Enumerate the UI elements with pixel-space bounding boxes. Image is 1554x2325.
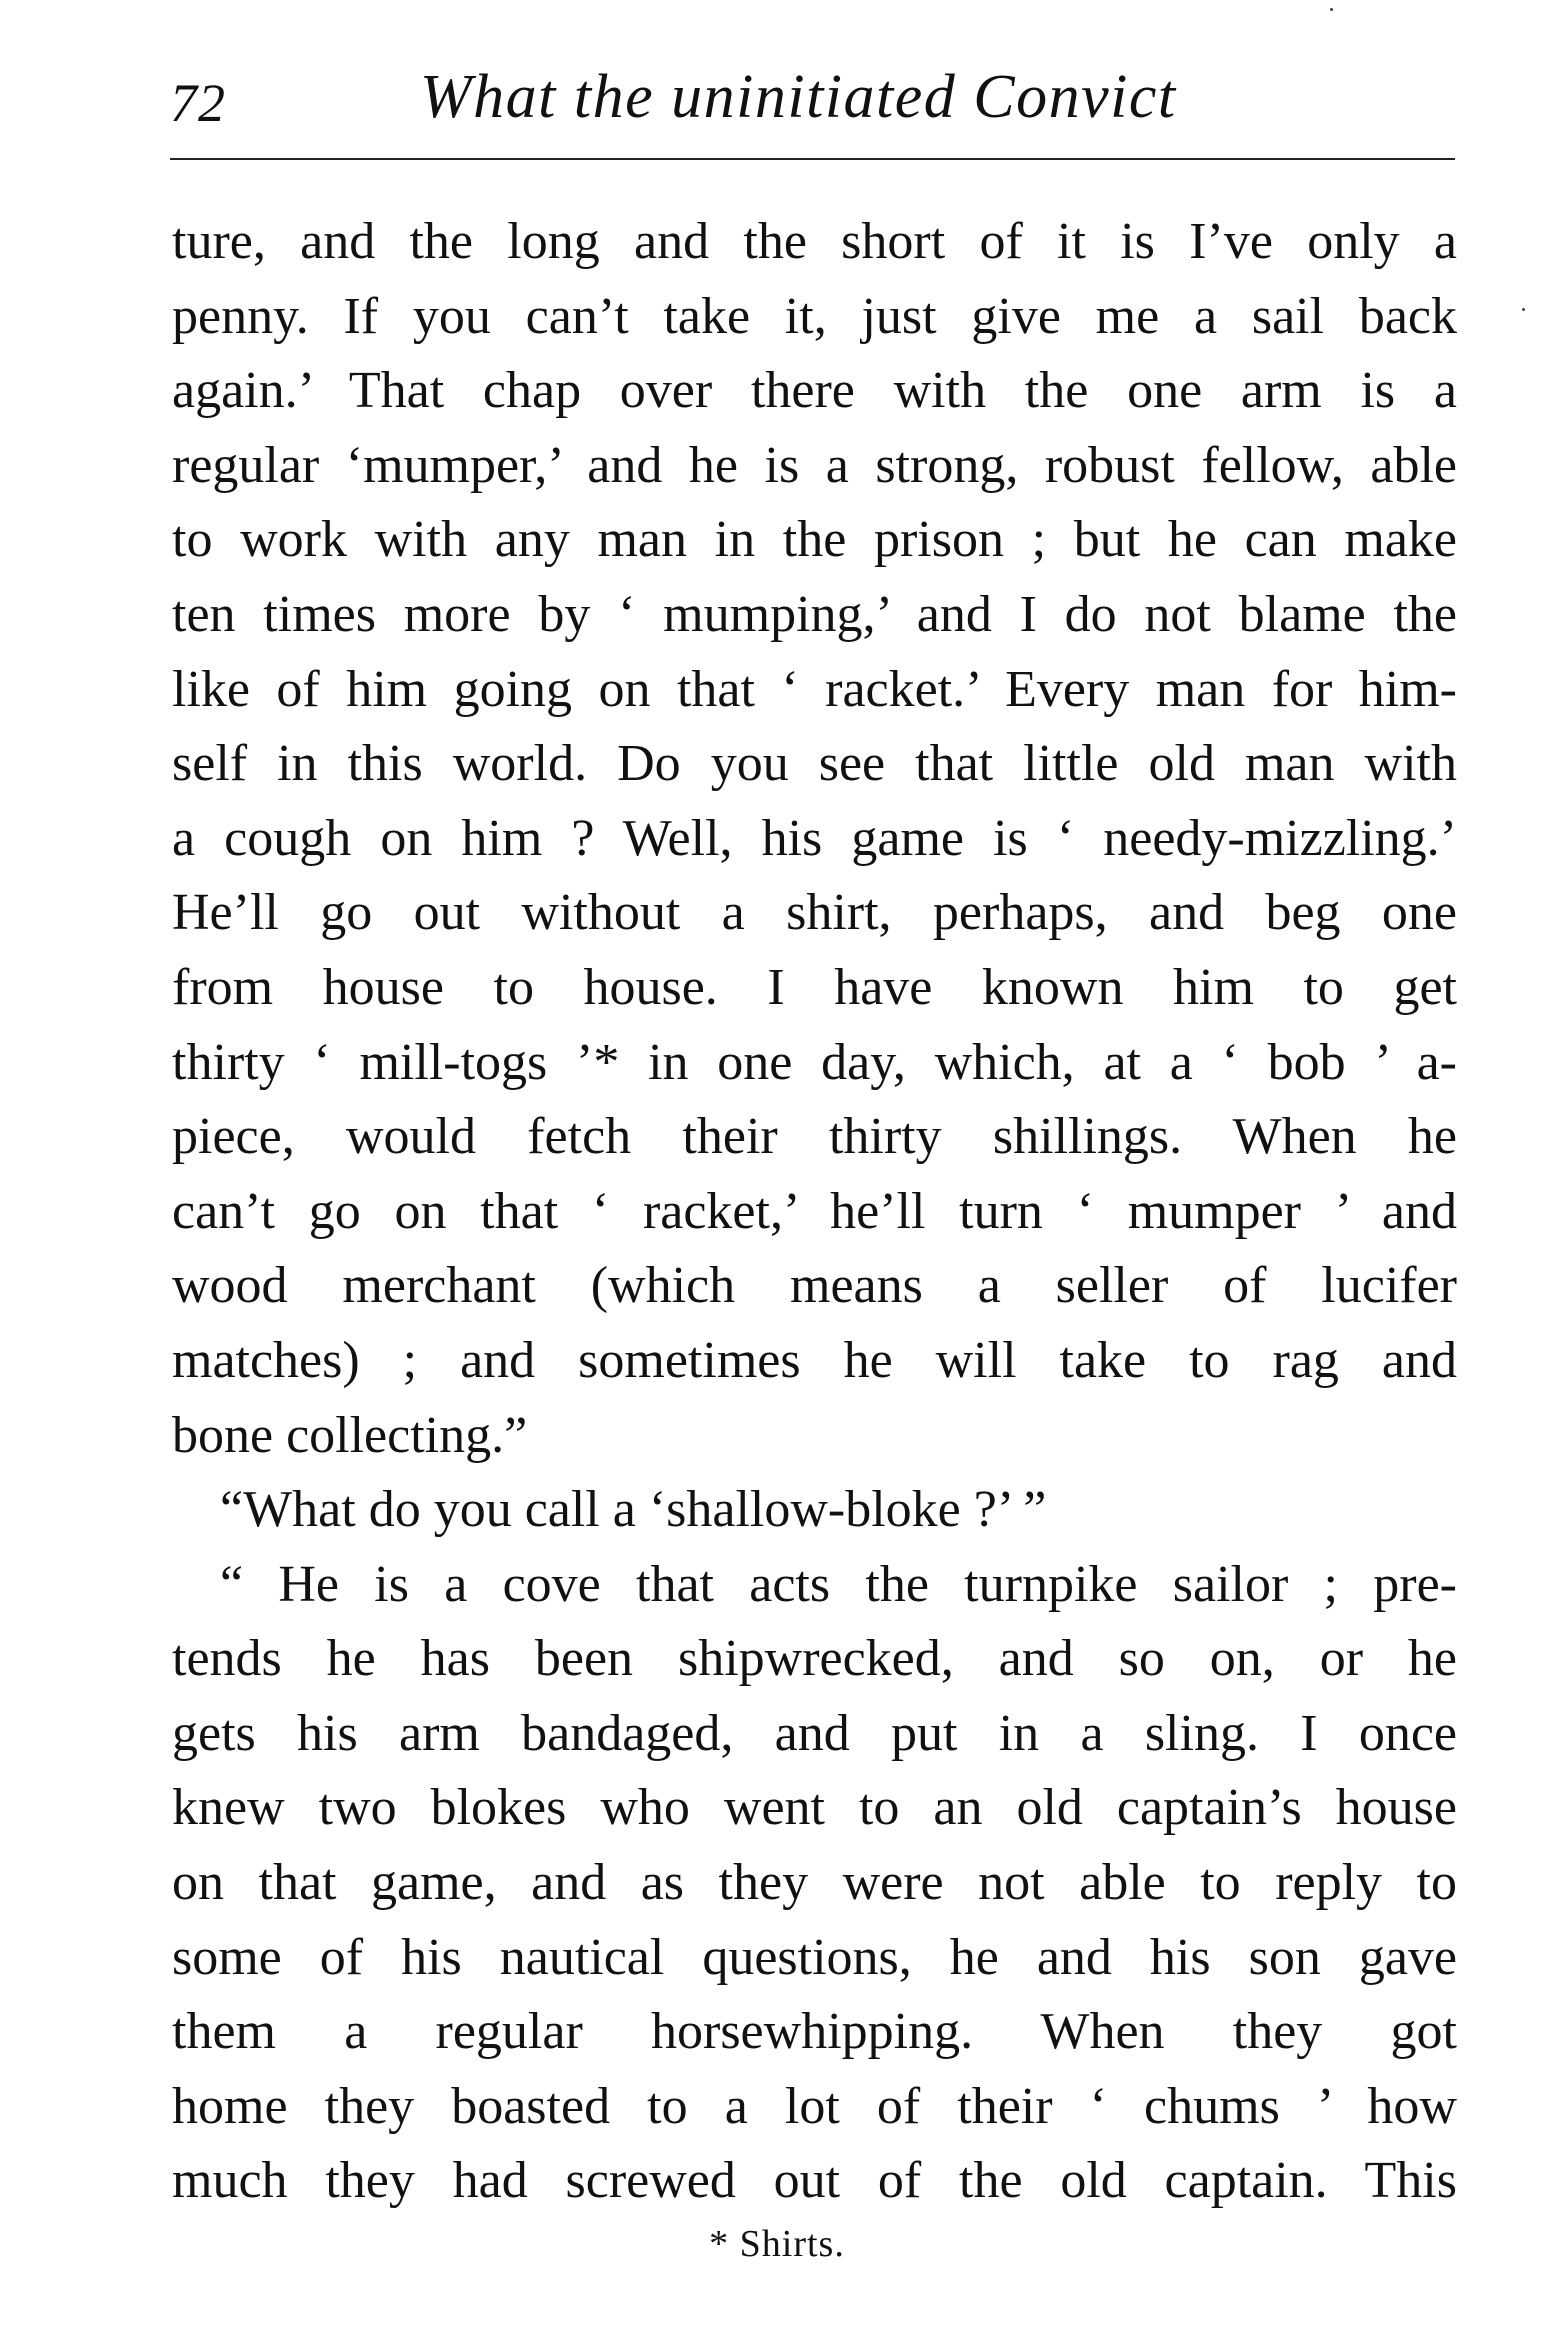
text-line: them a regular horsewhipping. When they got	[172, 2003, 1457, 2061]
paper-speck	[1330, 8, 1333, 11]
text-line: on that game, and as they were not able to reply to	[172, 1854, 1457, 1912]
text-line: to work with any man in the prison ; but he can make	[172, 511, 1457, 569]
running-title: What the uninitiated Convict	[420, 63, 1177, 131]
text-line: wood merchant (which means a seller of lucifer	[172, 1257, 1457, 1315]
footnote: * Shirts.	[709, 2223, 845, 2265]
paper-speck	[1522, 308, 1525, 311]
page-number: 72	[170, 73, 226, 133]
text-line: like of him going on that ‘ racket.’ Every man for him-	[172, 660, 1457, 718]
text-line: ture, and the long and the short of it is I’ve only a	[172, 213, 1457, 270]
text-line: again.’ That chap over there with the one arm is a	[172, 362, 1457, 420]
header-rule	[170, 158, 1455, 160]
text-line: piece, would fetch their thirty shillings. When he	[172, 1108, 1457, 1166]
text-line: self in this world. Do you see that little old man with	[172, 735, 1457, 793]
text-line: a cough on him ? Well, his game is ‘ needy-mizzling.’	[172, 809, 1457, 867]
text-line: regular ‘mumper,’ and he is a strong, robust fellow, able	[172, 436, 1457, 494]
text-line: He’ll go out without a shirt, perhaps, and beg one	[172, 884, 1457, 942]
text-line: much they had screwed out of the old captain. This	[172, 2152, 1457, 2210]
text-line: thirty ‘ mill-togs ’* in one day, which, at a ‘ bob ’ a-	[172, 1033, 1457, 1091]
text-line: can’t go on that ‘ racket,’ he’ll turn ‘ mumper ’ and	[172, 1182, 1457, 1240]
text-line: knew two blokes who went to an old captain’s house	[172, 1779, 1457, 1837]
body-text	[172, 205, 1457, 2219]
text-line: tends he has been shipwrecked, and so on, or he	[172, 1630, 1457, 1688]
running-head	[170, 62, 1455, 157]
text-line: gets his arm bandaged, and put in a sling. I once	[172, 1704, 1457, 1762]
text-line: ten times more by ‘ mumping,’ and I do not blame the	[172, 585, 1457, 643]
text-line: “What do you call a ‘shallow-bloke ?’ ”	[220, 1481, 1047, 1539]
text-line: home they boasted to a lot of their ‘ chums ’ how	[172, 2077, 1457, 2135]
text-line: some of his nautical questions, he and his son gave	[172, 1928, 1457, 1986]
text-line: matches) ; and sometimes he will take to rag and	[172, 1331, 1457, 1389]
text-line: from house to house. I have known him to get	[172, 958, 1457, 1016]
text-line: bone collecting.”	[172, 1406, 528, 1464]
text-line: “ He is a cove that acts the turnpike sailor ; pre-	[220, 1555, 1457, 1613]
text-line: penny. If you can’t take it, just give me a sail back	[172, 287, 1457, 345]
